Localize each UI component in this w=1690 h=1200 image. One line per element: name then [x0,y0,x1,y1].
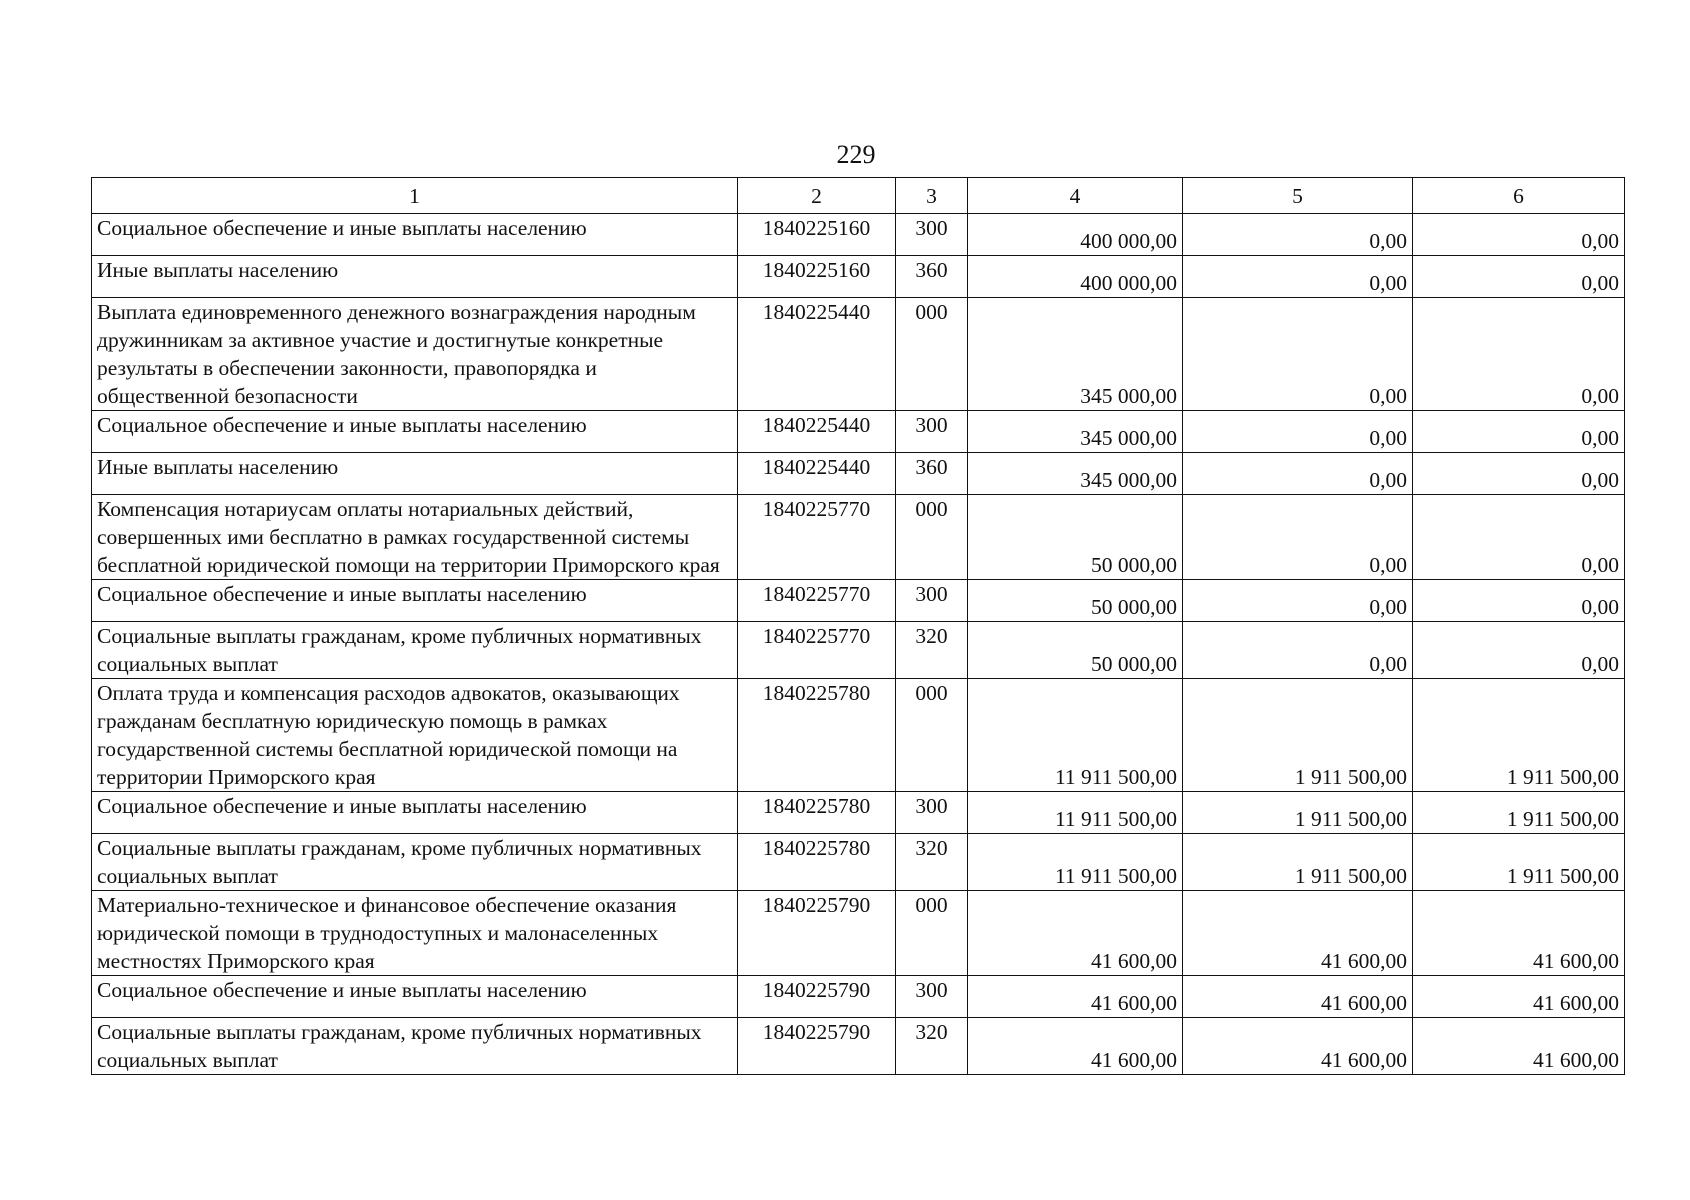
row-target-code: 1840225440 [738,298,896,411]
row-target-code: 1840225790 [738,976,896,1018]
row-amount-col6: 0,00 [1413,622,1625,679]
column-header: 5 [1183,178,1413,214]
row-target-code: 1840225440 [738,453,896,495]
row-amount-col6: 41 600,00 [1413,1018,1625,1075]
table-row [92,411,1625,453]
row-name: Социальное обеспечение и иные выплаты населению [92,976,738,1018]
table-row [92,214,1625,256]
row-expense-type: 300 [896,411,968,453]
row-amount-col4: 41 600,00 [968,891,1183,976]
row-amount-col5: 1 911 500,00 [1183,834,1413,891]
table-row [92,834,1625,891]
row-amount-col5: 41 600,00 [1183,1018,1413,1075]
table-row [92,256,1625,298]
row-amount-col6: 0,00 [1413,580,1625,622]
row-amount-col5: 1 911 500,00 [1183,679,1413,792]
row-expense-type: 320 [896,1018,968,1075]
row-amount-col5: 0,00 [1183,411,1413,453]
row-amount-col4: 345 000,00 [968,298,1183,411]
row-name: Иные выплаты населению [92,256,738,298]
table-row [92,1018,1625,1075]
column-header: 4 [968,178,1183,214]
row-amount-col4: 400 000,00 [968,214,1183,256]
row-name: Оплата труда и компенсация расходов адвокатов, оказывающих гражданам бесплатную юридическую помощь в рамках государственной системы бесплатной юридической помощи на территории Приморского края [92,679,738,792]
table-row [92,679,1625,792]
row-target-code: 1840225770 [738,495,896,580]
row-name: Социальное обеспечение и иные выплаты населению [92,580,738,622]
row-amount-col6: 0,00 [1413,495,1625,580]
row-amount-col4: 345 000,00 [968,453,1183,495]
row-amount-col6: 0,00 [1413,453,1625,495]
row-amount-col5: 0,00 [1183,298,1413,411]
row-name: Социальное обеспечение и иные выплаты населению [92,411,738,453]
row-target-code: 1840225770 [738,580,896,622]
row-expense-type: 360 [896,453,968,495]
row-amount-col4: 345 000,00 [968,411,1183,453]
table-header-row [92,178,1625,214]
row-amount-col5: 0,00 [1183,453,1413,495]
column-header: 3 [896,178,968,214]
table-row [92,580,1625,622]
row-name: Материально-техническое и финансовое обеспечение оказания юридической помощи в труднодоступных и малонаселенных местностях Приморского края [92,891,738,976]
row-expense-type: 300 [896,580,968,622]
column-header: 2 [738,178,896,214]
row-amount-col6: 0,00 [1413,298,1625,411]
row-target-code: 1840225790 [738,891,896,976]
row-amount-col5: 41 600,00 [1183,976,1413,1018]
row-amount-col5: 0,00 [1183,214,1413,256]
row-amount-col4: 41 600,00 [968,1018,1183,1075]
row-amount-col4: 400 000,00 [968,256,1183,298]
row-name: Социальное обеспечение и иные выплаты населению [92,792,738,834]
row-expense-type: 000 [896,891,968,976]
row-amount-col6: 0,00 [1413,411,1625,453]
row-expense-type: 000 [896,679,968,792]
row-amount-col5: 1 911 500,00 [1183,792,1413,834]
budget-table [91,177,1625,1075]
row-amount-col6: 1 911 500,00 [1413,792,1625,834]
row-expense-type: 320 [896,834,968,891]
row-name: Социальное обеспечение и иные выплаты населению [92,214,738,256]
row-name: Иные выплаты населению [92,453,738,495]
row-target-code: 1840225440 [738,411,896,453]
row-amount-col5: 41 600,00 [1183,891,1413,976]
table-row [92,976,1625,1018]
row-expense-type: 300 [896,976,968,1018]
row-expense-type: 300 [896,792,968,834]
row-expense-type: 360 [896,256,968,298]
row-name: Компенсация нотариусам оплаты нотариальных действий, совершенных ими бесплатно в рамках государственной системы бесплатной юридической помощи на территории Приморского края [92,495,738,580]
row-amount-col4: 11 911 500,00 [968,792,1183,834]
row-amount-col5: 0,00 [1183,580,1413,622]
column-header: 1 [92,178,738,214]
row-amount-col4: 11 911 500,00 [968,679,1183,792]
row-amount-col6: 0,00 [1413,214,1625,256]
row-name: Социальные выплаты гражданам, кроме публичных нормативных социальных выплат [92,834,738,891]
row-name: Социальные выплаты гражданам, кроме публичных нормативных социальных выплат [92,1018,738,1075]
row-target-code: 1840225780 [738,792,896,834]
table-row [92,622,1625,679]
row-amount-col4: 50 000,00 [968,580,1183,622]
row-amount-col6: 0,00 [1413,256,1625,298]
page-number: 229 [836,140,876,169]
table-row [92,495,1625,580]
row-target-code: 1840225790 [738,1018,896,1075]
row-amount-col5: 0,00 [1183,495,1413,580]
row-target-code: 1840225780 [738,679,896,792]
table-row [92,298,1625,411]
row-amount-col5: 0,00 [1183,256,1413,298]
row-amount-col6: 41 600,00 [1413,976,1625,1018]
row-amount-col4: 50 000,00 [968,495,1183,580]
table-row [92,453,1625,495]
row-amount-col6: 1 911 500,00 [1413,679,1625,792]
row-expense-type: 320 [896,622,968,679]
row-target-code: 1840225780 [738,834,896,891]
row-expense-type: 300 [896,214,968,256]
row-target-code: 1840225160 [738,256,896,298]
row-name: Выплата единовременного денежного вознаграждения народным дружинникам за активное участие и достигнутые конкретные результаты в обеспечении законности, правопорядка и общественной безопасности [92,298,738,411]
row-target-code: 1840225770 [738,622,896,679]
row-amount-col6: 1 911 500,00 [1413,834,1625,891]
table-row [92,891,1625,976]
row-amount-col4: 11 911 500,00 [968,834,1183,891]
row-amount-col4: 50 000,00 [968,622,1183,679]
row-name: Социальные выплаты гражданам, кроме публичных нормативных социальных выплат [92,622,738,679]
row-amount-col6: 41 600,00 [1413,891,1625,976]
column-header: 6 [1413,178,1625,214]
row-expense-type: 000 [896,298,968,411]
row-target-code: 1840225160 [738,214,896,256]
row-amount-col4: 41 600,00 [968,976,1183,1018]
row-amount-col5: 0,00 [1183,622,1413,679]
table-row [92,792,1625,834]
row-expense-type: 000 [896,495,968,580]
